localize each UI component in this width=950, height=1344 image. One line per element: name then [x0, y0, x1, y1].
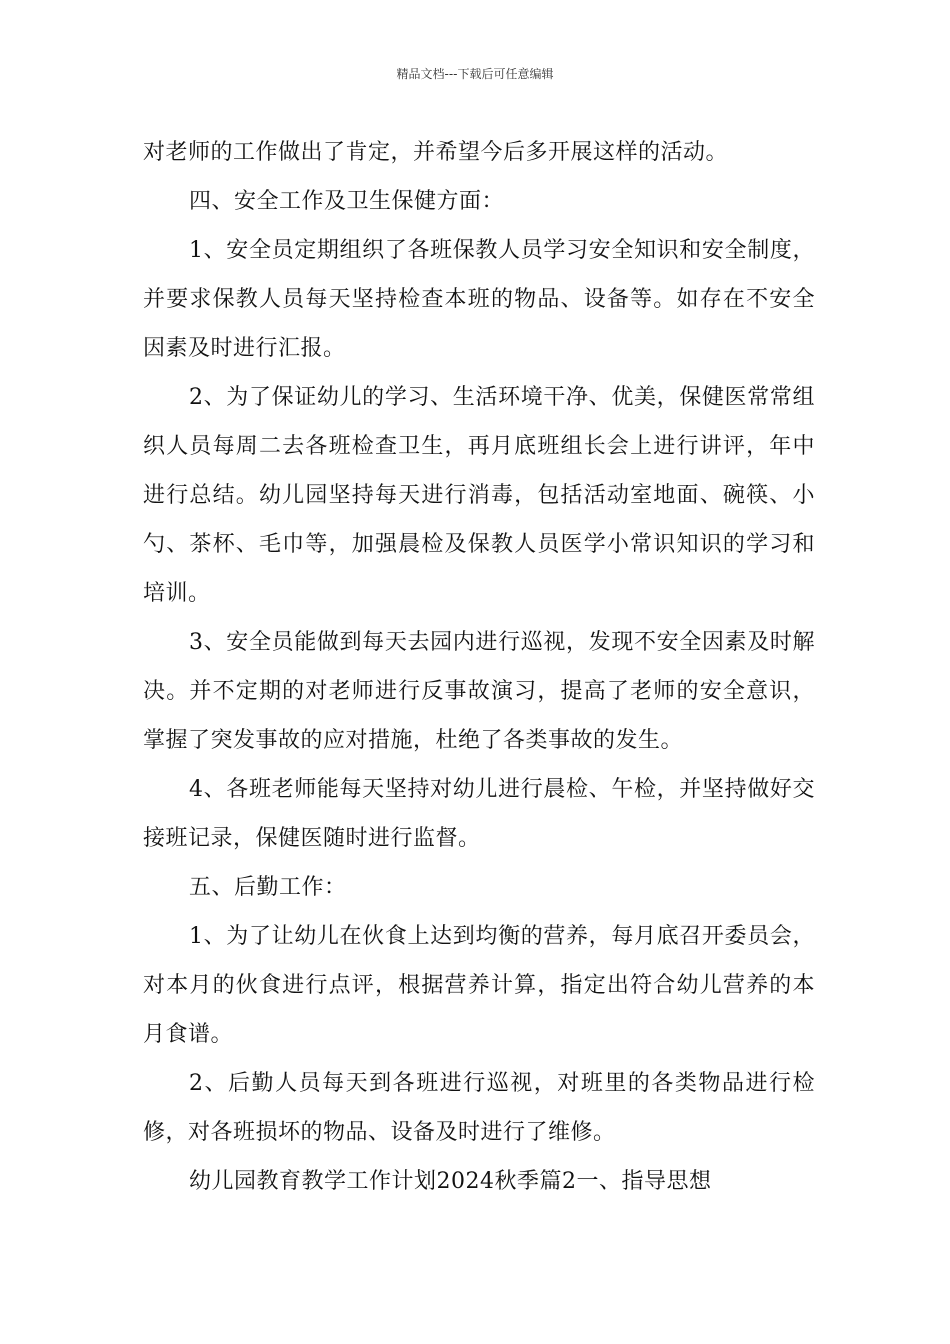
paragraph-safety-1: 1、安全员定期组织了各班保教人员学习安全知识和安全制度，并要求保教人员每天坚持检查本班的物品、设备等。如存在不安全因素及时进行汇报。	[143, 238, 815, 361]
page-header: 精品文档---下载后可任意编辑	[396, 67, 554, 81]
document-body	[143, 128, 815, 1206]
section-heading-safety: 四、安全工作及卫生保健方面：	[189, 189, 505, 214]
paragraph-safety-2: 2、为了保证幼儿的学习、生活环境干净、优美，保健医常常组织人员每周二去各班检查卫生，再月底班组长会上进行讲评，年中进行总结。幼儿园坚持每天进行消毒，包括活动室地面、碗筷、小勺、茶杯、毛巾等，加强晨检及保教人员医学小常识知识的学习和培训。	[143, 385, 815, 606]
paragraph-logistics-1: 1、为了让幼儿在伙食上达到均衡的营养，每月底召开委员会，对本月的伙食进行点评，根据营养计算，指定出符合幼儿营养的本月食谱。	[143, 924, 815, 1047]
paragraph-safety-3: 3、安全员能做到每天去园内进行巡视，发现不安全因素及时解决。并不定期的对老师进行反事故演习，提高了老师的安全意识，掌握了突发事故的应对措施，杜绝了各类事故的发生。	[143, 630, 815, 753]
paragraph-logistics-2: 2、后勤人员每天到各班进行巡视，对班里的各类物品进行检修，对各班损坏的物品、设备及时进行了维修。	[143, 1071, 815, 1145]
paragraph-safety-4: 4、各班老师能每天坚持对幼儿进行晨检、午检，并坚持做好交接班记录，保健医随时进行监督。	[143, 777, 815, 851]
section-heading-logistics: 五、后勤工作：	[189, 875, 347, 900]
paragraph-continuation: 对老师的工作做出了肯定，并希望今后多开展这样的活动。	[143, 140, 729, 165]
paragraph-next-title: 幼儿园教育教学工作计划2024秋季篇2一、指导思想	[189, 1169, 712, 1194]
